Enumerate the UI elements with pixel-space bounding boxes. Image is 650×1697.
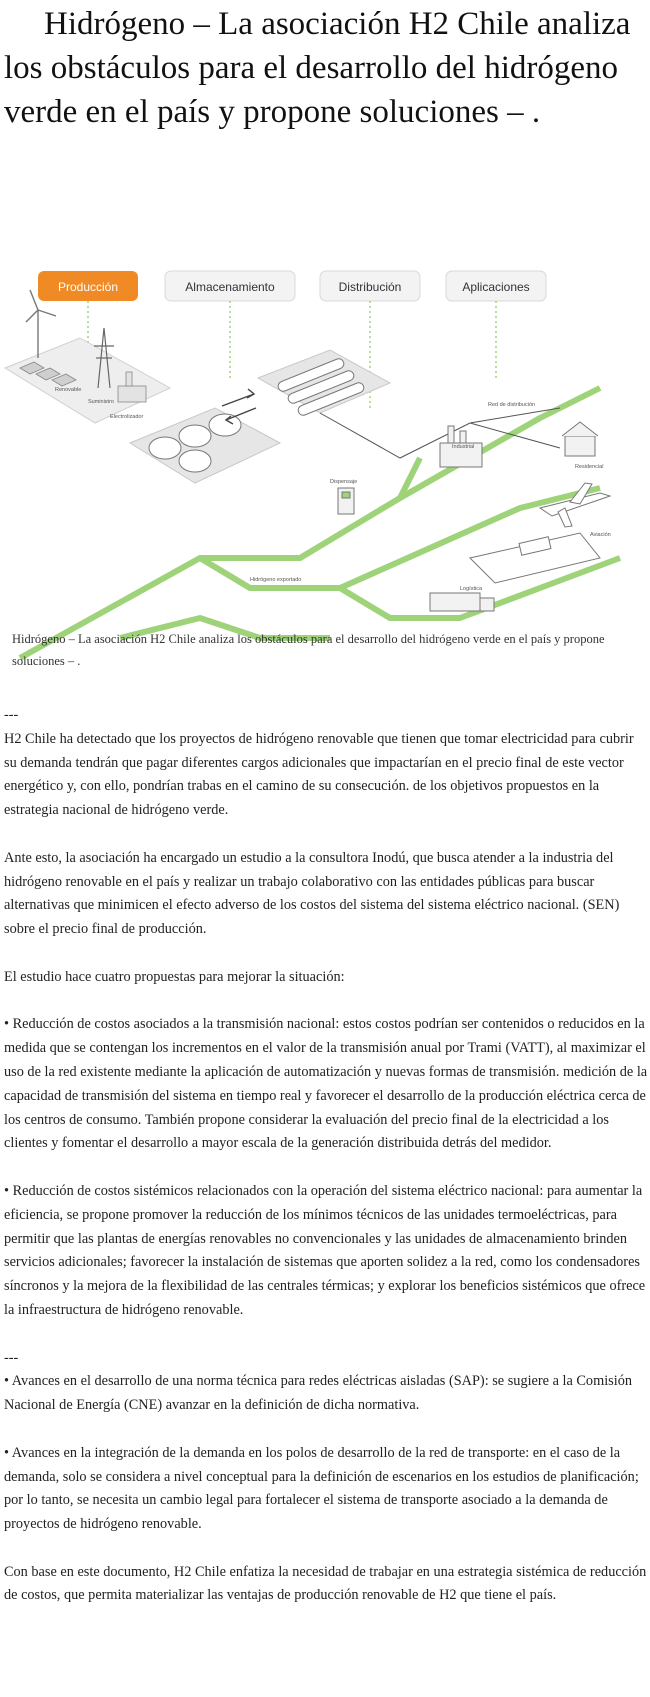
stage-produccion: [38, 271, 138, 301]
separator-middle: ---: [4, 1349, 19, 1366]
label-electrolisis: Electrolizador: [110, 414, 144, 420]
stage-produccion-label: Producción: [57, 280, 119, 294]
paragraph-4: • Reducción de costos asociados a la transmisión nacional: estos costos podrían ser contenidos o reducidos en la medida que se contengan los incrementos en el valor de la transmisión anual por Trami (VATT), al maximizar el uso de la red existente mediante la aplicación de automatización y nuevas formas de transmisión. medición de la capacidad de transmisión del sistema en tiempo real y favorecer el desarrollo de la producción eléctrica cerca de los centros de consumo. También propone considerar la evaluación del precio final de la electricidad a los clientes y fomentar el desarrollo a mayor escala de la generación distribuida detrás del medidor.: [4, 1016, 648, 1152]
hydrogen-value-chain-figure: [0, 258, 650, 678]
paragraph-6: • Avances en el desarrollo de una norma técnica para redes eléctricas aisladas (SAP): se sugiere a la Comisión Nacional de Energía (CNE) avanzar en la definición de dicha normativa.: [4, 1373, 633, 1414]
stage-aplicaciones: [446, 271, 546, 301]
paragraph-8: Con base en este documento, H2 Chile enfatiza la necesidad de trabajar en una estrategia sistémica de reducción de costos, que permita materializar las ventajas de producción renovable de H2 que tiene el país.: [4, 1563, 647, 1604]
label-renovable: Renovable: [55, 387, 82, 393]
label-exportado: Hidrógeno exportado: [250, 577, 302, 583]
article-title-text: Hidrógeno – La asociación H2 Chile analiza los obstáculos para el desarrollo del hidrógeno verde en el país y propone soluciones – .: [4, 6, 631, 130]
label-logistica: Logística: [460, 586, 483, 592]
paragraph-2: Ante esto, la asociación ha encargado un estudio a la consultora Inodú, que busca atender a la industria del hidrógeno renovable en el país y realizar un trabajo colaborativo con las entidades públicas para buscar alternativas que minimicen el efecto adverso de los costos del sistema del sistema eléctrico nacional. (SEN) sobre el precio final de producción.: [4, 849, 620, 938]
paragraph-5: • Reducción de costos sistémicos relacionados con la operación del sistema eléctrico nacional: para aumentar la eficiencia, se propone promover la reducción de los mínimos técnicos de las unidades termoeléctricas, para permitir que las plantas de energías renovables no convencionales y las unidades de almacenamiento brinden servicios adicionales; favorecer la instalación de sistemas que aporten solidez a la red, como los condensadores síncronos y la mejora de la flexibilidad de las centrales térmicas; y explorar los beneficios sistémicos que ofrece la infraestructura de hidrógeno renovable.: [4, 1182, 646, 1318]
paragraph-3: El estudio hace cuatro propuestas para mejorar la situación:: [4, 968, 345, 985]
stage-distribucion: [320, 271, 420, 301]
paragraph-7: • Avances en la integración de la demanda en los polos de desarrollo de la red de transporte: en el caso de la demanda, solo se considera a nivel conceptual para la definición de escenarios en los estudios de planificación; por lo tanto, se necesita un cambio legal para fortalecer el sistema de transporte asociado a la demanda de proyectos de hidrógeno renovable.: [4, 1444, 639, 1533]
separator-top: ---: [4, 707, 19, 723]
stage-aplicaciones-label: Aplicaciones: [462, 280, 530, 294]
article-title: [4, 2, 646, 134]
label-dispensaje: Dispensaje: [330, 479, 358, 485]
stage-almacenamiento-label: Almacenamiento: [185, 280, 275, 294]
label-residencial: Residencial: [575, 464, 604, 470]
label-red: Red de distribución: [488, 402, 536, 408]
fuel-dispenser-icon: [338, 488, 354, 514]
stage-almacenamiento: [165, 271, 295, 301]
article-body: [4, 704, 648, 1608]
figure-caption: Hidrógeno – La asociación H2 Chile analiza los obstáculos para el desarrollo del hidrógeno verde en el país y propone soluciones – .: [12, 632, 605, 668]
label-aviacion: Aviación: [590, 532, 611, 538]
label-suministro: Suministro: [88, 399, 114, 405]
value-chain-illustration: [0, 258, 650, 678]
stage-distribucion-label: Distribución: [338, 280, 402, 294]
paragraph-1: H2 Chile ha detectado que los proyectos de hidrógeno renovable que tienen que tomar electricidad para cubrir su demanda tendrán que pagar diferentes cargos adicionales que impactarían en el precio final de este vector energético y, con ello, pondrían trabas en el camino de su consecución. de los objetivos propuestos en la estrategia nacional de hidrógeno verde.: [4, 730, 634, 819]
label-industrial: Industrial: [452, 444, 475, 450]
